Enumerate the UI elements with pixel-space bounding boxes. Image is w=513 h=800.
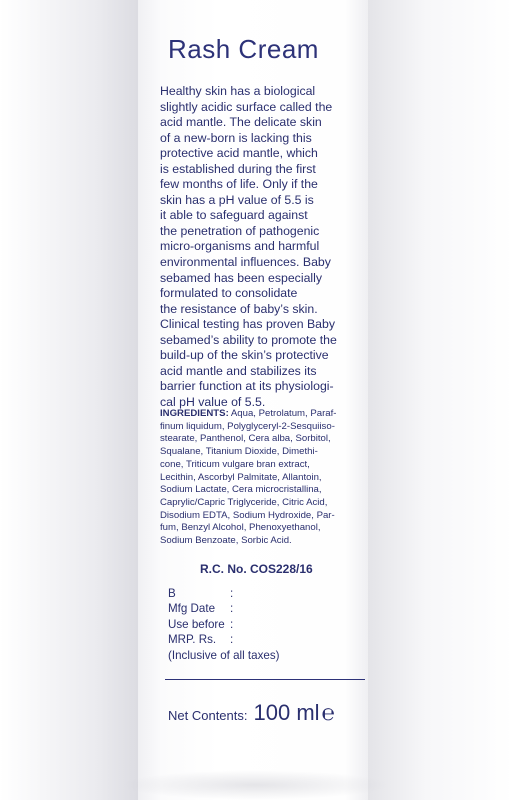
field-row [168,586,368,601]
description-line: cal pH value of 5.5. [160,394,266,409]
description-line: build-up of the skin’s protective [160,348,329,363]
description-line: formulated to consolidate [160,286,298,301]
description-line: the penetration of pathogenic [160,223,320,238]
net-contents-label: Net Contents: [168,708,248,723]
field-colon: : [230,587,234,600]
field-label: B [168,587,176,600]
ingredients-line: cone, Triticum vulgare bran extract, [160,458,310,470]
description-line: skin has a pH value of 5.5 is [160,192,314,207]
field-rows [168,586,368,648]
description-line: Healthy skin has a biological [160,84,316,98]
description-line: acid mantle. The delicate skin [160,115,322,130]
description-line: is established during the first [160,161,316,176]
field-label: MRP. Rs. [168,633,217,647]
ingredients-line: finum liquidum, Polyglyceryl-2-Sesquiiso- [160,420,335,432]
description-line: it able to safeguard against [160,208,308,223]
ingredients-list [160,421,372,548]
ingredients-line: fum, Benzyl Alcohol, Phenoxyethanol, [160,522,321,534]
net-contents [168,700,335,726]
description-line: of a new-born is lacking this [160,130,312,145]
description-line: acid mantle and stabilizes its [160,363,317,378]
description-line: the resistance of baby’s skin. [160,301,318,316]
description-line: barrier function at its physiologi- [160,379,334,394]
description-line: micro-organisms and harmful [160,239,320,254]
ingredients-block [160,408,372,548]
field-colon: : [230,602,234,616]
ingredients-first-text: Aqua, Petrolatum, Paraf- [228,408,337,419]
field-colon: : [230,633,234,647]
description-line: environmental influences. Baby [160,255,331,270]
product-title: Rash Cream [168,34,319,64]
description-line: sebamed’s ability to promote the [160,332,337,347]
field-label: Mfg Date [168,602,216,616]
tax-note: (Inclusive of all taxes) [168,648,280,662]
ingredients-first-line [160,408,372,421]
ingredients-line: Lecithin, Ascorbyl Palmitate, Allantoin, [160,471,322,483]
ingredients-line: stearate, Panthenol, Cera alba, Sorbitol, [160,433,331,445]
field-row [168,632,368,647]
description-line: sebamed has been especially [160,270,323,285]
description-line: protective acid mantle, which [160,146,318,161]
product-description [160,84,372,410]
description-line: Clinical testing has proven Baby [160,317,335,332]
estimate-mark-icon: ℮ [321,700,335,725]
field-colon: : [230,617,234,631]
field-label: Use before [168,617,225,631]
description-line: few months of life. Only if the [160,177,318,192]
ingredients-line: Disodium EDTA, Sodium Hydroxide, Par- [160,509,335,521]
divider-line [165,679,365,680]
net-contents-value: 100 ml [253,700,320,725]
ingredients-label: INGREDIENTS: [160,408,229,419]
ingredients-line: Caprylic/Capric Triglyceride, Citric Acid, [160,496,328,508]
field-row [168,617,368,632]
field-row [168,601,368,616]
description-line: slightly acidic surface called the [160,99,333,114]
rc-number: R.C. No. COS228/16 [200,562,313,576]
ingredients-line: Sodium Lactate, Cera microcristallina, [160,484,322,496]
batch-fields [168,586,368,663]
ingredients-line: Sodium Benzoate, Sorbic Acid. [160,535,292,547]
ingredients-line: Squalane, Titanium Dioxide, Dimethi- [160,446,318,458]
